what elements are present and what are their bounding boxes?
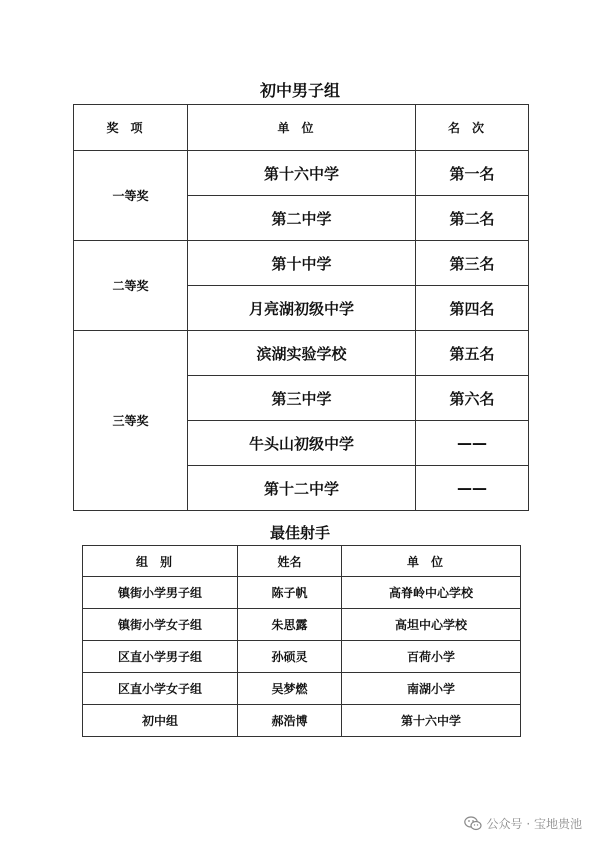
- group-cell: 镇街小学男子组: [83, 577, 238, 609]
- group-cell: 镇街小学女子组: [83, 609, 238, 641]
- header-name: 姓名: [238, 546, 342, 577]
- unit-cell: 第二中学: [188, 196, 416, 241]
- name-cell: 吴梦燃: [238, 673, 342, 705]
- header-prize: 奖项: [74, 105, 188, 151]
- header-unit: 单位: [188, 105, 416, 151]
- header-rank: 名次: [416, 105, 529, 151]
- name-cell: 郝浩博: [238, 705, 342, 737]
- unit-cell: 第三中学: [188, 376, 416, 421]
- prize-first: 一等奖: [74, 151, 188, 241]
- name-cell: 孙硕灵: [238, 641, 342, 673]
- prize-second: 二等奖: [74, 241, 188, 331]
- unit-cell: 高脊岭中心学校: [342, 577, 521, 609]
- rank-cell: 第四名: [416, 286, 529, 331]
- unit-cell: 第十六中学: [188, 151, 416, 196]
- table-row: [74, 331, 529, 376]
- header-group: 组别: [83, 546, 238, 577]
- rank-cell: 第二名: [416, 196, 529, 241]
- table-row: [74, 151, 529, 196]
- unit-cell: 百荷小学: [342, 641, 521, 673]
- unit-cell: 第十中学: [188, 241, 416, 286]
- group-cell: 区直小学男子组: [83, 641, 238, 673]
- watermark-text: 公众号 · 宝地贵池: [486, 817, 582, 831]
- rank-cell: ——: [416, 421, 529, 466]
- unit-cell: 滨湖实验学校: [188, 331, 416, 376]
- wechat-icon: [464, 816, 482, 831]
- unit-cell: 高坦中心学校: [342, 609, 521, 641]
- rank-cell: 第六名: [416, 376, 529, 421]
- unit-cell: 月亮湖初级中学: [188, 286, 416, 331]
- shooter-table: [82, 545, 521, 737]
- table-row: [83, 673, 521, 705]
- prize-third: 三等奖: [74, 331, 188, 511]
- watermark: [464, 815, 582, 832]
- rank-cell: ——: [416, 466, 529, 511]
- shooter-table-title: 最佳射手: [269, 524, 330, 542]
- name-cell: 朱思露: [238, 609, 342, 641]
- award-table-title: 初中男子组: [259, 81, 340, 100]
- group-cell: 区直小学女子组: [83, 673, 238, 705]
- header-unit: 单位: [342, 546, 521, 577]
- award-table: [73, 104, 529, 511]
- table-row: [83, 609, 521, 641]
- unit-cell: 第十二中学: [188, 466, 416, 511]
- unit-cell: 牛头山初级中学: [188, 421, 416, 466]
- rank-cell: 第五名: [416, 331, 529, 376]
- name-cell: 陈子帆: [238, 577, 342, 609]
- award-table-header: [74, 105, 529, 151]
- table-row: [83, 705, 521, 737]
- shooter-table-header: [83, 546, 521, 577]
- table-row: [74, 241, 529, 286]
- rank-cell: 第一名: [416, 151, 529, 196]
- unit-cell: 南湖小学: [342, 673, 521, 705]
- unit-cell: 第十六中学: [342, 705, 521, 737]
- rank-cell: 第三名: [416, 241, 529, 286]
- group-cell: 初中组: [83, 705, 238, 737]
- table-row: [83, 641, 521, 673]
- table-row: [83, 577, 521, 609]
